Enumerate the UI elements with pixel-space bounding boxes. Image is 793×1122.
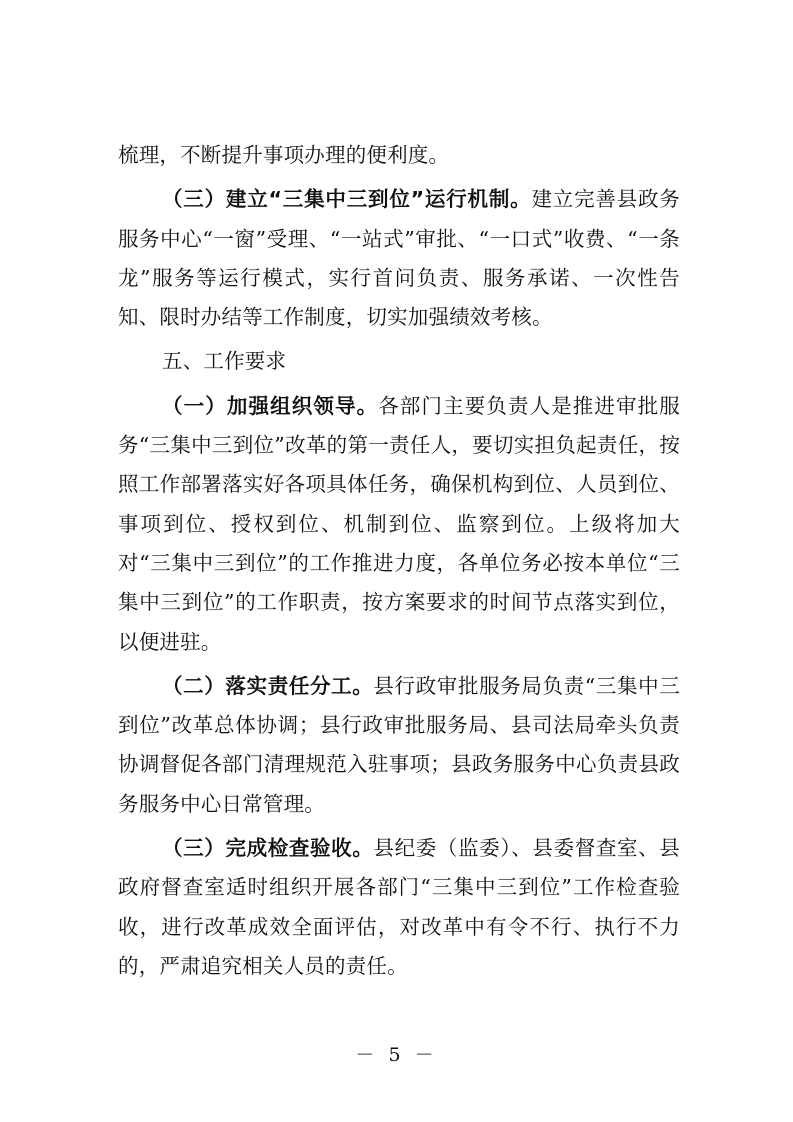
intro-paragraph xyxy=(118,136,680,175)
section-5-title-paragraph xyxy=(118,342,680,381)
section-4-3-text: 建立完善县政务服务中心“一窗”受理、“一站式”审批、“一口式”收费、“一条龙”服务等运行模式，实行首问负责、服务承诺、一次性告知、限时办结等工作制度，切实加强绩效考核。 xyxy=(118,187,681,330)
section-5-title: 五、工作要求 xyxy=(162,349,287,374)
section-5-2-text: 县行政审批服务局负责“三集中三到位”改革总体协调；县行政审批服务局、县司法局牵头负责协调督促各部门清理规范入驻事项；县政务服务中心负责县政务服务中心日常管理。 xyxy=(118,673,681,816)
page-number: － 5 － xyxy=(355,1044,438,1066)
section-5-2-heading: （二）落实责任分工。 xyxy=(162,673,374,698)
paragraph-section-5-1 xyxy=(118,387,680,662)
paragraph-section-4-3 xyxy=(118,180,680,337)
section-5-1-heading: （一）加强组织领导。 xyxy=(162,393,379,418)
section-4-3-heading: （三）建立“三集中三到位”运行机制。 xyxy=(162,187,532,212)
section-5-1-text: 各部门主要负责人是推进审批服务“三集中三到位”改革的第一责任人，要切实担负起责任，按照工作部署落实好各项具体任务，确保机构到位、人员到位、事项到位、授权到位、机制到位、监察到位。上级将加大对“三集中三到位”的工作推进力度，各单位务必按本单位“三集中三到位”的工作职责，按方案要求的时间节点落实到位，以便进驻。 xyxy=(118,393,680,654)
intro-line: 梳理，不断提升事项办理的便利度。 xyxy=(118,143,450,167)
paragraph-section-5-3 xyxy=(118,829,680,986)
section-5-3-text: 县纪委（监委）、县委督查室、县政府督查室适时组织开展各部门“三集中三到位”工作检查验收，进行改革成效全面评估，对改革中有令不行、执行不力的，严肃追究相关人员的责任。 xyxy=(118,836,681,978)
document-body xyxy=(118,136,680,986)
section-5-3-heading: （三）完成检查验收。 xyxy=(162,836,374,861)
paragraph-section-5-2 xyxy=(118,667,680,824)
